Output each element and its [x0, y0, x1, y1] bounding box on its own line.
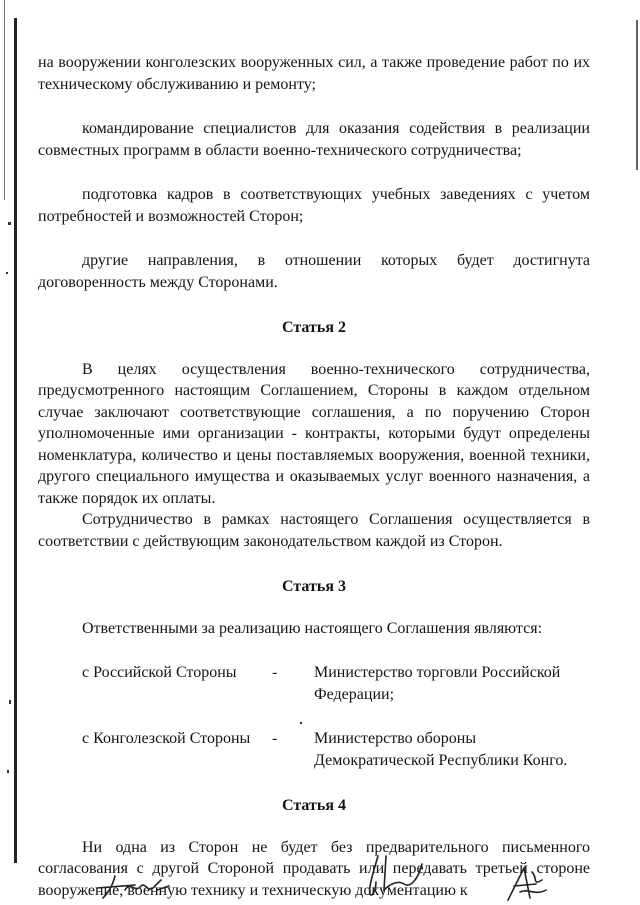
scan-speck	[8, 222, 11, 225]
responsible-row-russia	[82, 662, 590, 705]
signature-initials-center	[364, 850, 428, 900]
article-2-paragraph-1: В целях осуществления военно-технического сотрудничества, предусмотренного настоящим Соглашением, Стороны в каждом отдельном случае заключают соответствующие соглашения, а по поручению Сторон уполномоченные ими организации - контракты, которыми будут определены номенклатура, количество и цены поставляемых вооружения, военной техники, другого специального имущества и оказываемых услуг военного назначения, а также порядок их оплаты.	[38, 360, 590, 507]
paragraph-other-directions: другие направления, в отношении которых будет достигнута договоренность между Сторонами.	[38, 252, 590, 291]
responsible-party: с Российской Стороны	[82, 664, 237, 681]
article-3-intro: Ответственными за реализацию настоящего Соглашения являются:	[82, 619, 543, 637]
article-4-heading: Статья 4	[282, 797, 346, 814]
responsible-dash: -	[272, 664, 278, 681]
article-2-heading: Статья 2	[282, 319, 346, 336]
scan-left-edge-faint	[4, 0, 5, 200]
signature-initials-right	[502, 862, 552, 904]
paragraph-specialists: командирование специалистов для оказания содействия в реализации совместных программ в области военно-технического сотрудничества;	[38, 120, 590, 159]
paragraph-armament-service: на вооружении конголезских вооруженных сил, а также проведение работ по их техническому обслуживанию и ремонту;	[38, 54, 590, 93]
responsible-dash: -	[272, 730, 278, 747]
responsible-party: с Конголезской Стороны	[82, 730, 251, 747]
responsible-body: Министерство обороны Демократической Республики Конго.	[314, 730, 568, 769]
scan-left-edge	[14, 18, 17, 863]
paragraph-training: подготовка кадров в соответствующих учебных заведениях с учетом потребностей и возможностей Сторон;	[38, 186, 590, 225]
signature-initials-left	[95, 868, 185, 900]
scan-speck	[7, 770, 9, 773]
article-2-paragraph-2: Сотрудничество в рамках настоящего Соглашения осуществляется в соответствии с действующим законодательством каждой из Сторон.	[38, 511, 590, 550]
article-4-paragraph-1: Ни одна из Сторон не будет без предварительного письменного согласования с другой Стороной продавать или передавать третьей стороне вооружение, военную технику и техническую документацию к	[38, 838, 590, 899]
responsible-row-congo	[82, 728, 590, 771]
document-body	[38, 52, 590, 901]
scan-speck	[9, 700, 11, 704]
article-3-heading: Статья 3	[282, 578, 346, 595]
scan-right-edge	[636, 20, 638, 170]
responsible-body: Министерство торговли Российской Федерации;	[314, 664, 561, 703]
scan-speck	[6, 272, 8, 274]
